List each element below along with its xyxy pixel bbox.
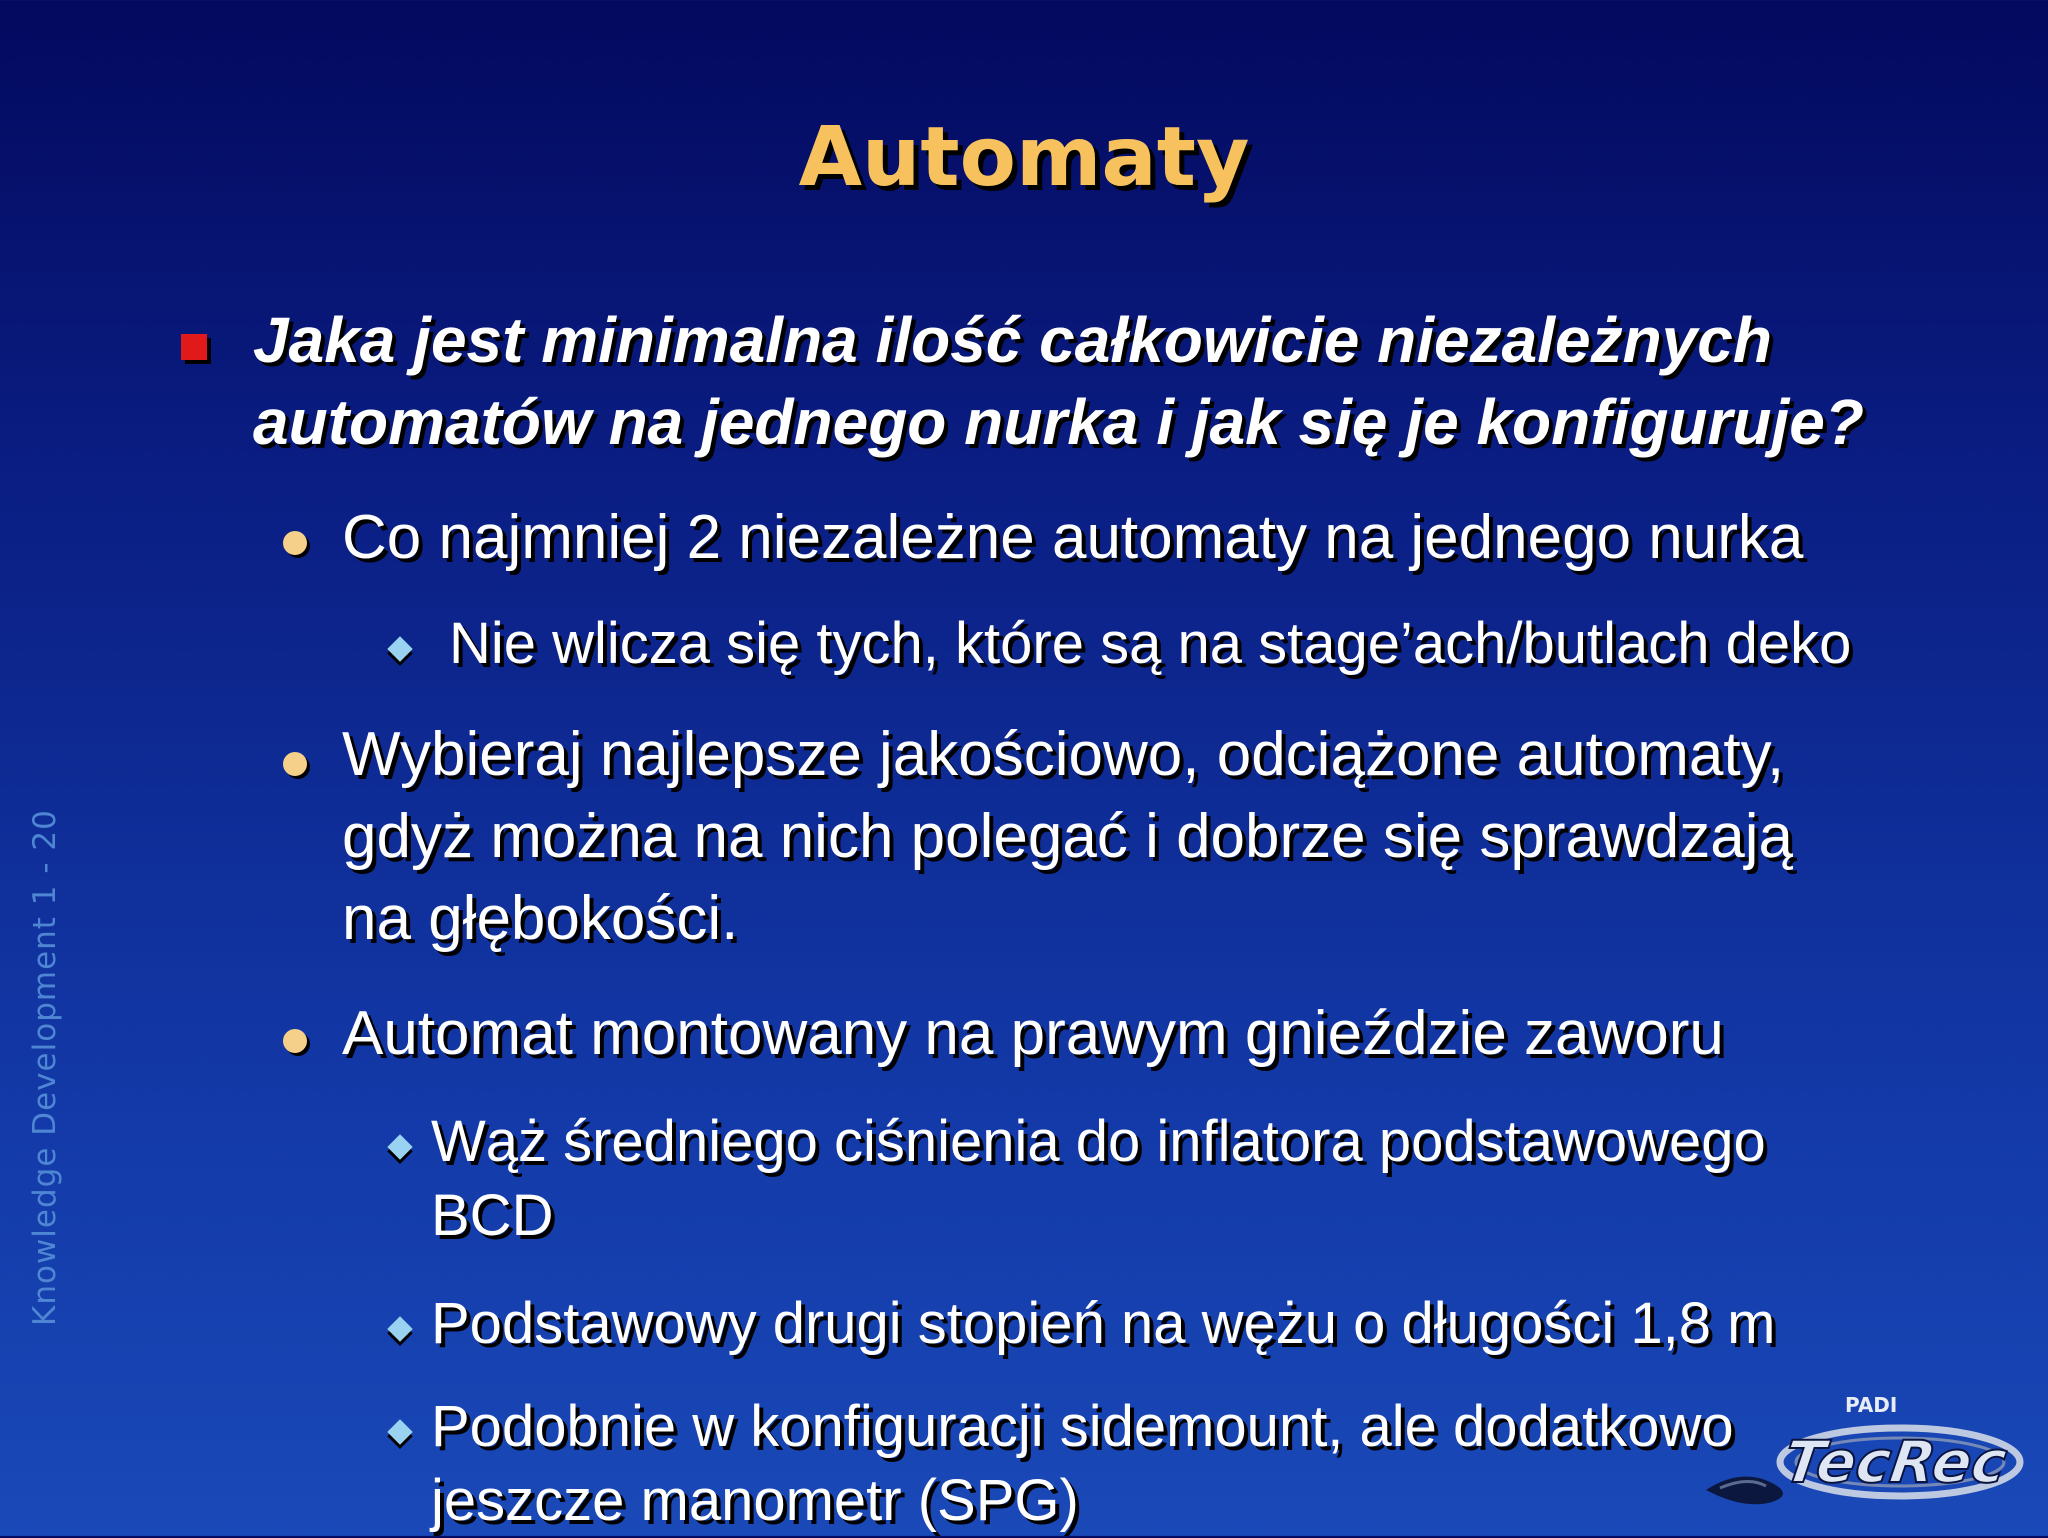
point-3-sub-2-text: Podstawowy drugi stopień na wężu o długości 1,8 m: [431, 1291, 1776, 1356]
dot-bullet-icon: [283, 531, 307, 555]
square-bullet-icon: [181, 334, 207, 360]
side-label: Knowledge Development 1 - 20: [27, 809, 63, 1326]
diamond-bullet-icon: [387, 1316, 412, 1341]
point-2-line-1: Wybieraj najlepsze jakościowo, odciążone automaty,: [342, 720, 1785, 789]
slide-title: Automaty: [798, 110, 1250, 205]
logo-main-text: TecRec: [1780, 1428, 2011, 1496]
point-1-text: Co najmniej 2 niezależne automaty na jednego nurka: [342, 503, 1804, 572]
point-1-sub-1-text: Nie wlicza się tych, które są na stage’ach/butlach deko: [449, 611, 1852, 676]
point-2-line-3: na głębokości.: [342, 884, 739, 953]
dot-bullet-icon: [283, 1029, 307, 1053]
point-3-sub-1-line-2: BCD: [431, 1183, 554, 1248]
point-2-line-2: gdyż można na nich polegać i dobrze się sprawdzają: [342, 802, 1793, 871]
point-3-text: Automat montowany na prawym gnieździe zaworu: [342, 999, 1724, 1068]
question-line-1: Jaka jest minimalna ilość całkowicie niezależnych: [253, 304, 1772, 376]
point-3-sub-3-line-1: Podobnie w konfiguracji sidemount, ale dodatkowo: [431, 1394, 1734, 1459]
question-line-2: automatów na jednego nurka i jak się je konfiguruje?: [253, 386, 1864, 458]
logo-top-text: PADI: [1845, 1393, 1898, 1417]
dot-bullet-icon: [283, 752, 307, 776]
point-3-sub-1-line-1: Wąż średniego ciśnienia do inflatora podstawowego: [431, 1109, 1766, 1174]
diamond-bullet-icon: [387, 1419, 412, 1444]
diamond-bullet-icon: [387, 636, 412, 661]
diamond-bullet-icon: [387, 1134, 412, 1159]
point-3-sub-3-line-2: jeszcze manometr (SPG): [431, 1468, 1079, 1533]
padi-tecrec-logo: [1700, 1390, 2030, 1520]
